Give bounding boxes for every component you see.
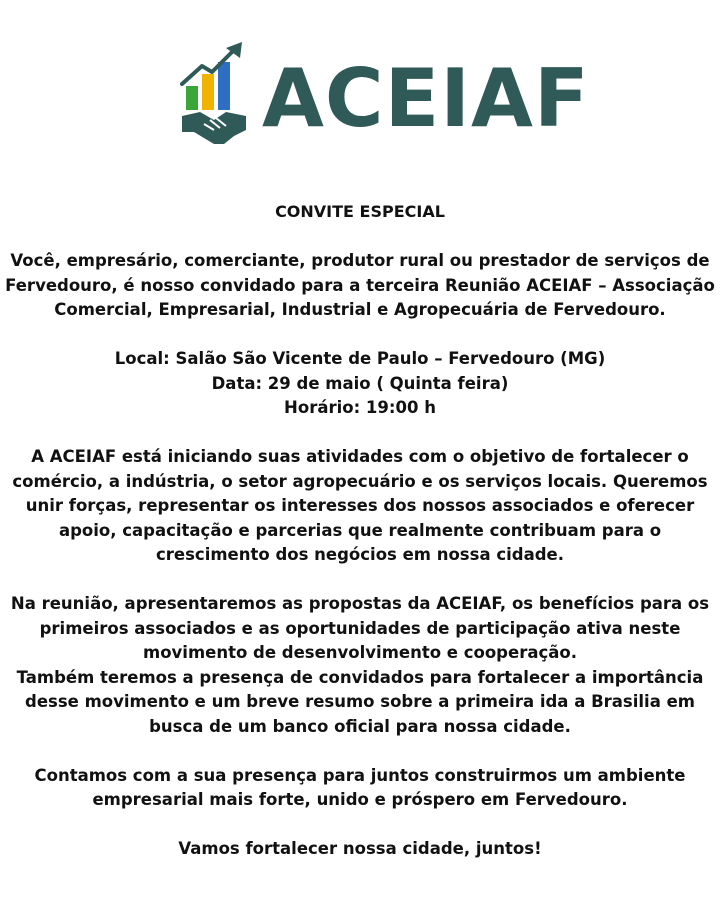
blue-bar — [218, 62, 230, 110]
intro-line: Comercial, Empresarial, Industrial e Agropecuária de Fervedouro. — [54, 300, 666, 319]
meeting-line: busca de um banco oficial para nossa cidade. — [149, 716, 571, 736]
intro-line: Você, empresário, comerciante, produtor rural ou prestador de serviços de — [10, 251, 710, 270]
event-location: Local: Salão São Vicente de Paulo – Fervedouro (MG) — [114, 349, 606, 368]
meeting-line: Também teremos a presença de convidados para fortalecer a importância — [16, 667, 704, 687]
event-time: Horário: 19:00 h — [284, 398, 436, 417]
meeting-line: movimento de desenvolvimento e cooperação. — [143, 643, 577, 662]
about-line: unir forças, representar os interesses dos nossos associados e oferecer — [25, 496, 695, 515]
meeting-line: primeiros associados e as oportunidades de participação ativa neste — [39, 618, 681, 638]
green-bar — [186, 86, 198, 110]
aceiaf-logo — [180, 40, 590, 150]
meeting-line: Na reunião, apresentaremos as propostas da ACEIAF, os benefícios para os — [10, 594, 710, 613]
closing-line: Contamos com a sua presença para juntos construirmos um ambiente — [34, 765, 686, 785]
handshake-shape — [182, 112, 246, 144]
logo-wordmark: ACEIAF — [262, 52, 590, 145]
about-line: A ACEIAF está iniciando suas atividades com o objetivo de fortalecer o — [31, 447, 689, 466]
about-line: comércio, a indústria, o setor agropecuário e os serviços locais. Queremos — [12, 471, 708, 491]
about-line: crescimento dos negócios em nossa cidade. — [156, 545, 564, 564]
yellow-bar — [202, 74, 214, 110]
slogan: Vamos fortalecer nossa cidade, juntos! — [178, 839, 542, 858]
invitation-title: CONVITE ESPECIAL — [275, 202, 445, 221]
invitation-body — [0, 200, 720, 862]
about-line: apoio, capacitação e parcerias que realmente contribuam para o — [58, 520, 662, 540]
closing-line: empresarial mais forte, unido e próspero em Fervedouro. — [92, 790, 628, 809]
intro-line: Fervedouro, é nosso convidado para a terceira Reunião ACEIAF – Associação — [5, 275, 715, 295]
meeting-line: desse movimento e um breve resumo sobre a primeira ida a Brasilia em — [25, 692, 695, 711]
growth-handshake-icon — [180, 40, 260, 150]
event-date: Data: 29 de maio ( Quinta feira) — [211, 373, 509, 393]
